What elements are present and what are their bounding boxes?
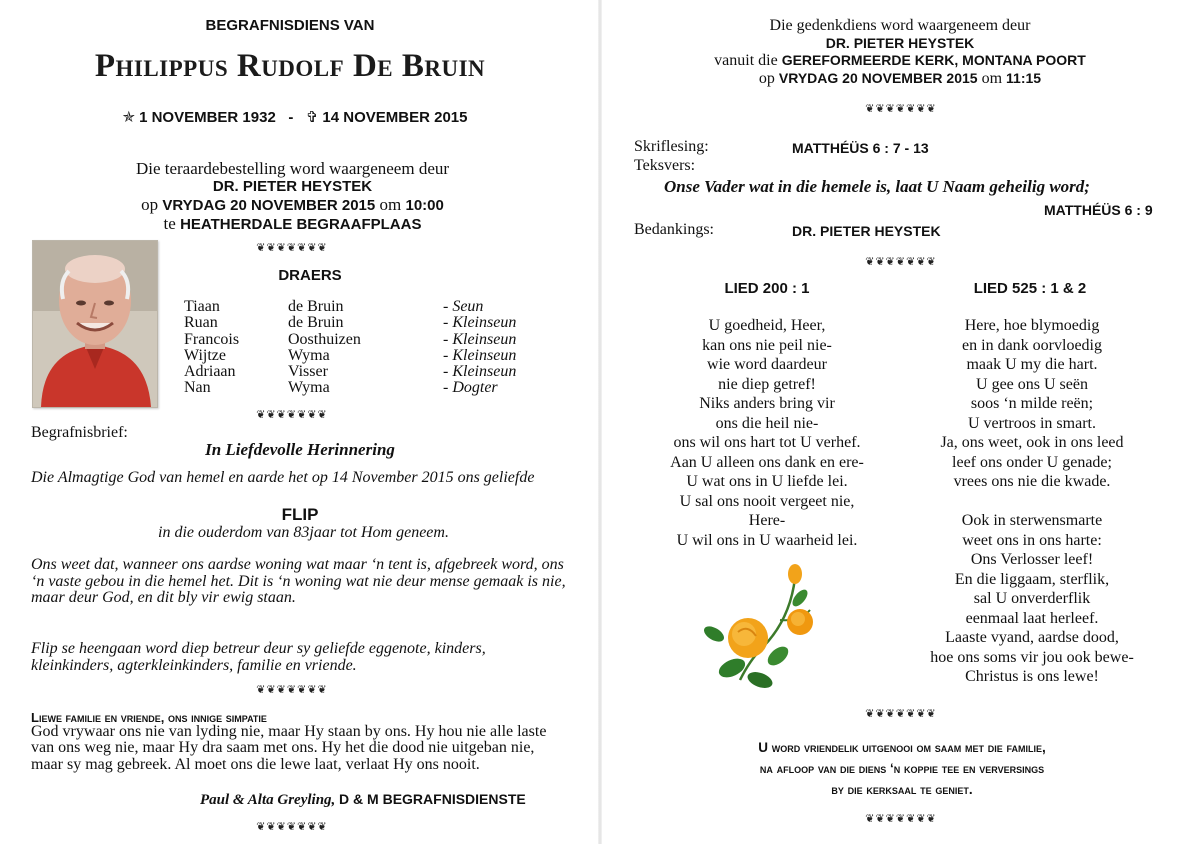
lyric-line: nie diep getref! — [718, 375, 816, 393]
memorial-time: 11:15 — [1006, 69, 1042, 86]
lyric-line: U goedheid, Heer, — [708, 317, 826, 334]
lyric-line: Niks anders bring vir — [699, 395, 835, 412]
invitation-line: by die kerksaal te geniet. — [831, 782, 973, 797]
burial-intro: Die teraardebestelling word waargeneem deur — [135, 159, 450, 178]
lyric-line: eenmaal laat herleef. — [965, 609, 1099, 627]
ornament-divider: ❦❦❦❦❦❦❦ — [256, 820, 328, 833]
ornament-divider: ❦❦❦❦❦❦❦ — [865, 255, 937, 268]
bearer-last: Visser — [288, 363, 328, 381]
ornament-divider: ❦❦❦❦❦❦❦ — [865, 102, 937, 115]
ornament-divider: ❦❦❦❦❦❦❦ — [256, 683, 328, 696]
bearer-first: Ruan — [184, 314, 218, 332]
lyric-line: U vertroos in smart. — [968, 414, 1096, 432]
bearer-relation: - Seun — [443, 298, 484, 315]
bearer-first: Wijtze — [184, 346, 226, 364]
ornament-divider: ❦❦❦❦❦❦❦ — [865, 707, 937, 720]
lyric-line: wie word daardeur — [707, 356, 827, 373]
burial-datetime — [70, 196, 515, 215]
bearer-row — [184, 299, 516, 315]
obituary-paragraph-2: in die ouderdom van 83jaar tot Hom geneem. — [158, 524, 449, 541]
lyric-line: Here- — [748, 512, 786, 529]
scripture-label: Skriflesing: — [634, 138, 709, 155]
invitation-line: na afloop van die diens ‘n koppie tee en verversings — [759, 761, 1045, 776]
obituary-paragraph-4: Flip se heengaan word diep betreur deur sy geliefde eggenote, kinders, kleinkinders, agterkleinkinders, familie en vriende. — [31, 640, 486, 674]
bearer-relation: - Dogter — [443, 379, 498, 397]
text-verse-reference: MATTHÉÜS 6 : 9 — [1044, 202, 1153, 218]
bearer-relation: - Kleinseun — [443, 346, 517, 364]
hymn-1-title: LIED 200 : 1 — [724, 280, 810, 297]
service-header: BEGRAFNISDIENS VAN — [205, 17, 375, 34]
lyric-line: ons die heil nie- — [715, 414, 819, 432]
invitation — [662, 737, 1142, 800]
rose-icon — [700, 560, 830, 700]
bearer-last: de Bruin — [288, 298, 344, 315]
ornament-divider: ❦❦❦❦❦❦❦ — [256, 408, 328, 421]
text-verse-label: Teksvers: — [634, 157, 696, 174]
date-separator: - — [288, 109, 294, 126]
bearer-last: Wyma — [288, 379, 330, 397]
bearer-first: Adriaan — [184, 363, 236, 381]
burial-place: HEATHERDALE BEGRAAFPLAAS — [180, 216, 422, 233]
deceased-name: Philippus Rudolf De Bruin — [94, 48, 486, 84]
lyric-line: leef ons onder U genade; — [952, 453, 1112, 471]
lyric-line: U sal ons nooit vergeet nie, — [679, 492, 855, 510]
portrait-photo — [32, 240, 158, 408]
burial-place-line — [70, 215, 515, 234]
birth-star-icon: ✯ — [122, 108, 136, 126]
lyric-line: Ons Verlosser leef! — [970, 551, 1094, 568]
death-date: 14 NOVEMBER 2015 — [322, 109, 468, 126]
lyric-line: Aan U alleen ons dank en ere- — [670, 453, 864, 471]
obituary-paragraph-3: Ons weet dat, wanneer ons aardse woning wat maar ‘n tent is, afgebreek word, ons ‘n vaste gebou in die hemel het. Dit is ‘n woning wat nie deur mense gemaak is nie, maar deur God, en dit bly vir ewig staan. — [31, 556, 566, 606]
lyric-line: Ook in sterwensmarte — [961, 512, 1103, 529]
bearer-last: de Bruin — [288, 314, 344, 332]
lyric-line: sal U onverderflik — [973, 590, 1091, 607]
invitation-line: U word vriendelik uitgenooi om saam met die familie, — [758, 740, 1046, 755]
bearer-last: Wyma — [288, 346, 330, 364]
signature-company: D & M BEGRAFNISDIENSTE — [339, 791, 526, 807]
memorial-officiant: DR. PIETER HEYSTEK — [825, 34, 975, 51]
lyric-line: vrees ons nie die kwade. — [953, 473, 1111, 490]
lyric-line: soos ‘n milde reën; — [970, 395, 1094, 412]
bearers-list — [184, 299, 516, 397]
bearer-first: Francois — [184, 330, 240, 348]
memorial-venue: GEREFORMEERDE KERK, MONTANA POORT — [781, 52, 1086, 68]
bearers-title: DRAERS — [278, 267, 342, 284]
birth-date: 1 NOVEMBER 1932 — [139, 109, 276, 126]
lyric-line: ons wil ons hart tot U verhef. — [673, 434, 861, 451]
burial-date: VRYDAG 20 NOVEMBER 2015 — [162, 197, 376, 214]
lyric-line: Laaste vyand, aardse dood, — [945, 629, 1119, 646]
scripture-reference: MATTHÉÜS 6 : 7 - 13 — [792, 140, 929, 156]
bearer-row — [184, 332, 516, 348]
stanza-break — [892, 492, 1172, 512]
hymn-1-lyrics — [622, 316, 912, 550]
memorial-date-prefix: op — [758, 69, 775, 87]
burial-date-prefix: op — [141, 195, 159, 214]
death-cross-icon: ✞ — [305, 108, 319, 126]
burial-place-prefix: te — [163, 214, 176, 233]
right-page — [602, 0, 1200, 844]
obituary-paragraph-1: Die Almagtige God van hemel en aarde het op 14 November 2015 ons geliefde — [31, 469, 535, 486]
in-memory-heading: In Liefdevolle Herinnering — [205, 440, 395, 459]
memorial-date: VRYDAG 20 NOVEMBER 2015 — [778, 69, 978, 86]
hymn-2-lyrics — [892, 316, 1172, 687]
thanks-name: DR. PIETER HEYSTEK — [792, 223, 941, 239]
ornament-divider: ❦❦❦❦❦❦❦ — [256, 241, 328, 254]
portrait-illustration — [33, 241, 157, 407]
left-page — [0, 0, 598, 844]
burial-time: 10:00 — [405, 197, 444, 214]
bearer-relation: - Kleinseun — [443, 314, 517, 332]
lyric-line: U wil ons in U waarheid lei. — [676, 531, 858, 549]
lyric-line: U gee ons U seën — [976, 375, 1088, 393]
bearer-row — [184, 380, 516, 396]
text-verse-quote: Onse Vader wat in die hemele is, laat U Naam geheilig word; — [664, 177, 1090, 196]
thanks-label: Bedankings: — [634, 221, 714, 238]
memorial-venue-line — [660, 52, 1140, 70]
burial-officiant: DR. PIETER HEYSTEK — [212, 178, 373, 195]
bearer-first: Nan — [184, 379, 211, 397]
bearer-row — [184, 315, 516, 331]
lyric-line: Christus is ons lewe! — [965, 668, 1099, 685]
condolence-title: Liewe familie en vriende, ons innige simpatie — [31, 710, 267, 725]
memorial-intro: Die gedenkdiens word waargeneem deur — [769, 17, 1031, 34]
hymn-2-title: LIED 525 : 1 & 2 — [973, 280, 1087, 297]
obituary-label: Begrafnisbrief: — [31, 424, 128, 441]
bearer-last: Oosthuizen — [288, 330, 361, 348]
signature — [200, 791, 560, 809]
memorial-datetime — [660, 70, 1140, 88]
burial-details — [70, 160, 515, 234]
nickname: FLIP — [281, 505, 319, 524]
bearer-relation: - Kleinseun — [443, 330, 517, 348]
memorial-time-prefix: om — [981, 69, 1003, 87]
bearer-row — [184, 348, 516, 364]
lyric-line: maak U my die hart. — [966, 356, 1098, 373]
rose-illustration — [700, 560, 830, 700]
lyric-line: Ja, ons weet, ook in ons leed — [940, 434, 1124, 451]
lyric-line: en in dank oorvloedig — [962, 336, 1102, 354]
bearer-relation: - Kleinseun — [443, 363, 517, 381]
lyric-line: U wat ons in U liefde lei. — [686, 473, 848, 490]
burial-time-prefix: om — [379, 195, 402, 214]
bearer-first: Tiaan — [184, 298, 220, 315]
ornament-divider: ❦❦❦❦❦❦❦ — [865, 812, 937, 825]
life-dates — [60, 108, 530, 126]
condolence-text: God vrywaar ons nie van lyding nie, maar Hy staan by ons. Hy hou nie alle laste van ons weg nie, maar Hy dra saam met ons. Hy het die dood nie uitgeban nie, maar sy mag gebreek. Al moet ons die lewe laat, verlaat Hy ons nooit. — [31, 723, 547, 773]
bearer-row — [184, 364, 516, 380]
lyric-line: En die liggaam, sterflik, — [954, 570, 1110, 588]
lyric-line: hoe ons soms vir jou ook bewe- — [930, 648, 1134, 666]
lyric-line: weet ons in ons harte: — [962, 531, 1102, 549]
lyric-line: Here, hoe blymoedig — [964, 317, 1100, 334]
memorial-details — [660, 17, 1140, 87]
venue-prefix: vanuit die — [714, 52, 778, 69]
signature-names: Paul & Alta Greyling, — [200, 792, 336, 808]
lyric-line: kan ons nie peil nie- — [702, 336, 832, 354]
